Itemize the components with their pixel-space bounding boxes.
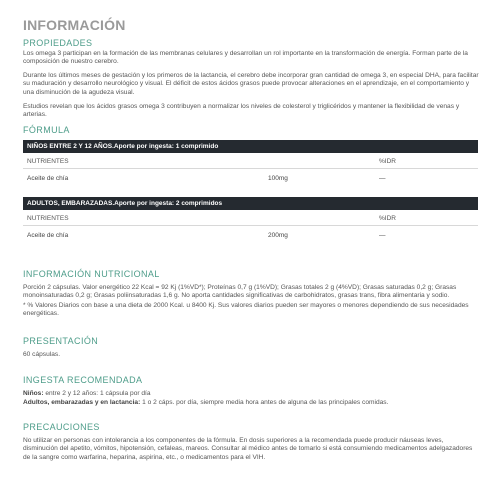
section-title-formula: FÓRMULA [23,125,70,135]
section-title-precauciones: PRECAUCIONES [23,422,100,432]
ingesta-text-adults: 1 o 2 cáps. por día, siempre media hora antes de alguna de las principales comidas. [140,399,389,406]
precauciones-text: No utilizar en personas con intolerancia a los componentes de la fórmula. En dosis superiores a la recomendada puede producir náuseas leves, disminución del apetito, vómitos, hipotensión, cefaleas, mareos. Consultar al médico antes de tomarlo si está consumiendo medicamentos adelgazadores de la sangre como warfarina, heparina, aspirina, etc., o medicamentos para el VIH. [23,437,473,461]
nutrient-name: Aceite de chía [27,175,69,182]
nutricional-paragraph-1: Porción 2 cápsulas. Valor energético 22 Kcal = 92 Kj (1%VD*); Proteínas 0,7 g (1%VD); Grasas totales 2 g (4%VD); Grasas saturadas 0,2 g; Grasas monoinsaturadas 0,2 g; Grasas poliinsaturadas 1,6 g. No aporta cantidades significativas de carbohidratos, grasas trans, fibra alimentaria y sodio. [23,284,457,300]
ingesta-label-adults: Adultos, embarazadas y en lactancia: [23,399,141,406]
nutrient-idr: — [379,175,386,182]
nutrient-name: Aceite de chía [27,232,69,239]
column-nutrientes: NUTRIENTES [27,215,69,222]
column-idr: %IDR [379,215,396,222]
formula-table-header-children: NIÑOS ENTRE 2 Y 12 AÑOS.Aporte por ingesta: 1 comprimido [23,140,478,153]
formula-table-columns-children [23,156,478,169]
table-row [23,229,478,243]
column-nutrientes: NUTRIENTES [27,158,69,165]
column-idr: %IDR [379,158,396,165]
nutrient-idr: — [379,232,386,239]
ingesta-label-children: Niños: [23,390,44,397]
ingesta-line-children [23,390,479,398]
table-row [23,172,478,186]
ingesta-text-children: entre 2 y 12 años: 1 cápsula por día [43,390,151,397]
ingesta-line-adults [23,399,479,407]
section-title-propiedades: PROPIEDADES [23,38,93,48]
section-title-ingesta: INGESTA RECOMENDADA [23,375,143,385]
nutricional-paragraph-2: * % Valores Diarios con base a una dieta de 2000 Kcal. u 8400 Kj. Sus valores diarios pueden ser mayores o menores dependiendo de sus necesidades energéticas. [23,302,469,318]
section-title-nutricional: INFORMACIÓN NUTRICIONAL [23,269,160,279]
section-title-presentacion: PRESENTACIÓN [23,336,99,346]
formula-table-columns-adults [23,213,478,226]
page-title: INFORMACIÓN [23,17,126,33]
propiedades-paragraph-1: Los omega 3 participan en la formación de las membranas celulares y desarrollan un rol importante en la transformación de energía. Forman parte de la composición de nuestro cerebro. [23,50,468,66]
presentacion-text: 60 cápsulas. [23,351,61,358]
nutrient-amount: 100mg [268,175,288,182]
propiedades-paragraph-3: Estudios revelan que los ácidos grasos omega 3 contribuyen a normalizar los niveles de colesterol y triglicéridos y mantener la flexibilidad de venas y arterias. [23,103,460,119]
formula-table-header-adults: ADULTOS, EMBARAZADAS.Aporte por ingesta: 2 comprimidos [23,197,478,210]
nutrient-amount: 200mg [268,232,288,239]
propiedades-paragraph-2: Durante los últimos meses de gestación y los primeros de la lactancia, el cerebro debe incorporar gran cantidad de omega 3, en especial DHA, para facilitar su maduración y desarrollo neurológico y visual. El déficit de estos ácidos grasos puede provocar alteraciones en el aprendizaje, en el comportamiento y una disminución de la agudeza visual. [23,72,479,96]
